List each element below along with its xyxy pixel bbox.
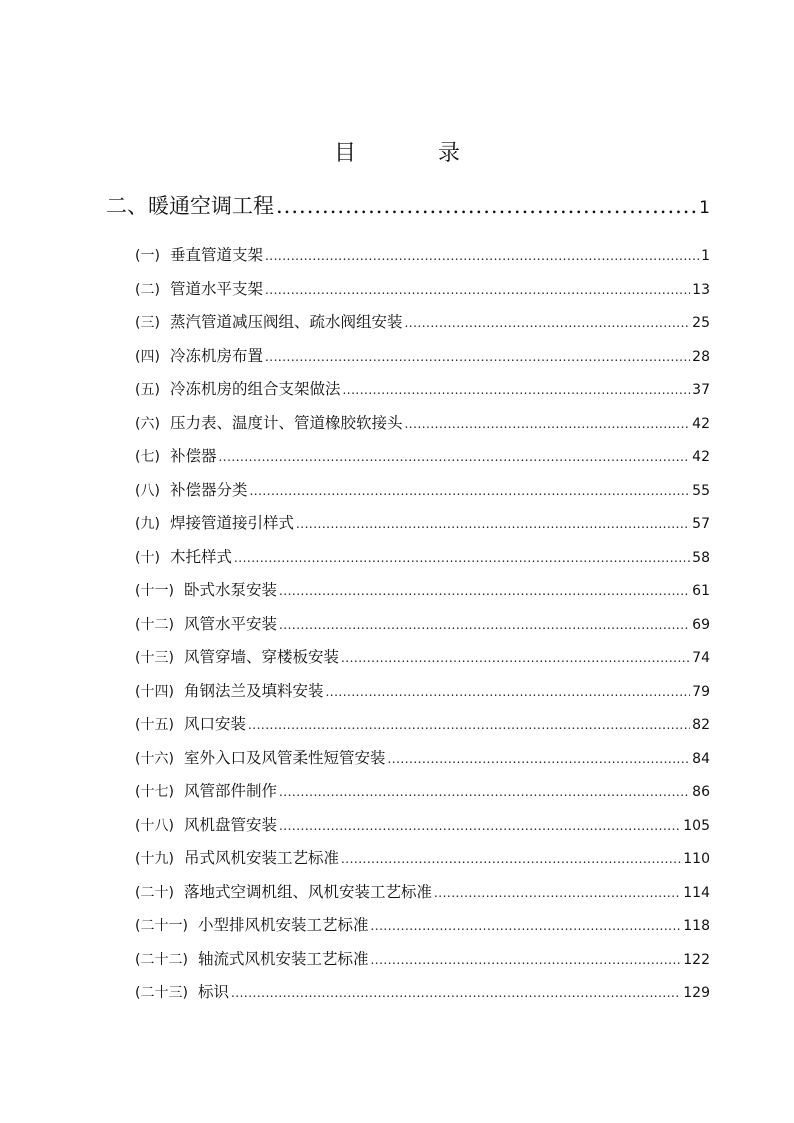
- toc-entry-page: 25: [692, 315, 710, 331]
- toc-entry-page: 28: [692, 348, 710, 365]
- toc-entry[interactable]: [135, 478, 710, 512]
- toc-entry[interactable]: [135, 545, 710, 579]
- toc-entry-page: 118: [683, 918, 710, 934]
- dot-leader: [370, 919, 681, 933]
- dot-leader: [296, 517, 690, 531]
- toc-entry[interactable]: [135, 277, 710, 311]
- toc-entry-number: (一): [135, 248, 160, 264]
- toc-entry-label: 补偿器分类: [169, 480, 248, 499]
- toc-entry-page: 84: [692, 750, 710, 767]
- toc-entry[interactable]: [135, 310, 710, 344]
- toc-entry-page: 42: [692, 449, 710, 465]
- toc-entry-page: 61: [692, 583, 710, 599]
- toc-entry-label: 压力表、温度计、管道橡胶软接头: [169, 413, 403, 432]
- toc-entry-number: (十二): [135, 616, 174, 633]
- toc-entry-number: (十一): [135, 583, 174, 599]
- toc-entry-number: (十): [135, 549, 160, 566]
- dot-leader: [370, 953, 681, 967]
- toc-entry-page: 13: [692, 281, 710, 298]
- toc-entry-number: (二十三): [135, 985, 188, 1001]
- dot-leader: [279, 785, 690, 799]
- dot-leader: [325, 685, 690, 699]
- toc-entry-number: (二十二): [135, 951, 188, 968]
- dot-leader: [249, 484, 690, 498]
- dot-leader: [279, 819, 681, 833]
- toc-entry-label: 风管水平安装: [183, 614, 277, 633]
- toc-entry-label: 冷冻机房的组合支架做法: [169, 380, 341, 398]
- toc-entry-label: 垂直管道支架: [169, 246, 263, 264]
- toc-list: [135, 243, 710, 1014]
- toc-entry-page: 37: [692, 382, 710, 398]
- toc-entry-page: 58: [692, 549, 710, 566]
- toc-entry[interactable]: [135, 813, 710, 847]
- toc-entry-number: (十六): [135, 750, 174, 767]
- toc-entry-label: 风机盘管安装: [183, 815, 277, 834]
- dot-leader: [265, 350, 690, 364]
- toc-entry[interactable]: [135, 679, 710, 713]
- dot-leader: [404, 316, 690, 330]
- dot-leader: [248, 718, 690, 732]
- toc-entry-label: 管道水平支架: [169, 279, 263, 298]
- toc-entry-number: (二十一): [135, 918, 188, 934]
- toc-entry[interactable]: [135, 411, 710, 445]
- toc-entry[interactable]: [135, 243, 710, 277]
- toc-entry-page: 105: [683, 817, 710, 834]
- toc-entry-number: (六): [135, 415, 160, 432]
- dot-leader: [265, 283, 690, 297]
- dot-leader: [342, 383, 690, 397]
- toc-title: 目 录: [333, 141, 490, 166]
- toc-entry-number: (十八): [135, 817, 174, 834]
- toc-entry-page: 1: [701, 248, 710, 264]
- dot-leader: [434, 886, 681, 900]
- toc-entry-label: 落地式空调机组、风机安装工艺标准: [183, 882, 432, 901]
- toc-entry-page: 55: [692, 482, 710, 499]
- dot-leader: [231, 986, 681, 1000]
- toc-entry-label: 补偿器: [169, 447, 217, 465]
- toc-entry[interactable]: [135, 612, 710, 646]
- dot-leader: [234, 551, 690, 565]
- toc-entry[interactable]: [135, 779, 710, 813]
- dot-leader: [279, 618, 690, 632]
- toc-entry-label: 角钢法兰及填料安装: [183, 681, 324, 700]
- dot-leader: [276, 194, 697, 218]
- toc-main-page: 1: [699, 198, 710, 218]
- dot-leader: [387, 752, 690, 766]
- toc-entry-label: 焊接管道接引样式: [169, 514, 294, 532]
- toc-entry-label: 小型排风机安装工艺标准: [197, 916, 369, 934]
- toc-entry-number: (八): [135, 482, 160, 499]
- toc-entry-number: (二十): [135, 884, 174, 901]
- toc-entry-number: (四): [135, 348, 160, 365]
- dot-leader: [341, 852, 681, 866]
- toc-entry-label: 风管穿墙、穿楼板安装: [183, 648, 339, 666]
- toc-entry-page: 69: [692, 616, 710, 633]
- toc-entry[interactable]: [135, 511, 710, 545]
- toc-entry-page: 129: [683, 985, 710, 1001]
- toc-entry[interactable]: [135, 377, 710, 411]
- toc-entry-label: 卧式水泵安装: [183, 581, 277, 599]
- toc-entry-label: 风口安装: [183, 715, 246, 733]
- dot-leader: [404, 417, 690, 431]
- toc-entry-label: 室外入口及风管柔性短管安装: [183, 748, 386, 767]
- toc-main-entry[interactable]: [106, 190, 710, 220]
- toc-entry-number: (三): [135, 315, 160, 331]
- toc-entry-number: (十三): [135, 650, 174, 666]
- toc-entry[interactable]: [135, 645, 710, 679]
- toc-entry-label: 标识: [197, 983, 229, 1001]
- toc-entry-number: (十五): [135, 717, 174, 733]
- toc-entry-page: 110: [683, 851, 710, 867]
- toc-entry[interactable]: [135, 846, 710, 880]
- toc-entry-label: 轴流式风机安装工艺标准: [197, 949, 369, 968]
- toc-entry[interactable]: [135, 746, 710, 780]
- toc-entry-page: 82: [692, 717, 710, 733]
- toc-entry-label: 风管部件制作: [183, 782, 277, 800]
- toc-entry-page: 79: [692, 683, 710, 700]
- toc-entry-page: 57: [692, 516, 710, 532]
- toc-entry-number: (十七): [135, 784, 174, 800]
- toc-entry-page: 114: [683, 884, 710, 901]
- toc-entry-label: 冷冻机房布置: [169, 346, 263, 365]
- dot-leader: [265, 249, 699, 263]
- toc-entry-number: (五): [135, 382, 160, 398]
- toc-entry-page: 122: [683, 951, 710, 968]
- toc-entry-page: 86: [692, 784, 710, 800]
- toc-entry-number: (七): [135, 449, 160, 465]
- toc-entry[interactable]: [135, 947, 710, 981]
- toc-entry[interactable]: [135, 712, 710, 746]
- dot-leader: [341, 651, 690, 665]
- toc-entry[interactable]: [135, 913, 710, 947]
- toc-entry-number: (十四): [135, 683, 174, 700]
- toc-entry[interactable]: [135, 444, 710, 478]
- toc-main-label: 二、暖通空调工程: [106, 194, 274, 218]
- toc-entry[interactable]: [135, 880, 710, 914]
- toc-entry-number: (十九): [135, 851, 174, 867]
- toc-entry-page: 42: [692, 415, 710, 432]
- toc-entry-number: (二): [135, 281, 160, 298]
- dot-leader: [279, 584, 690, 598]
- toc-entry-label: 吊式风机安装工艺标准: [183, 849, 339, 867]
- toc-entry[interactable]: [135, 980, 710, 1014]
- toc-entry[interactable]: [135, 344, 710, 378]
- toc-entry[interactable]: [135, 578, 710, 612]
- toc-entry-label: 蒸汽管道减压阀组、疏水阀组安装: [169, 313, 403, 331]
- toc-entry-page: 74: [692, 650, 710, 666]
- toc-entry-number: (九): [135, 516, 160, 532]
- dot-leader: [218, 450, 690, 464]
- toc-entry-label: 木托样式: [169, 547, 232, 566]
